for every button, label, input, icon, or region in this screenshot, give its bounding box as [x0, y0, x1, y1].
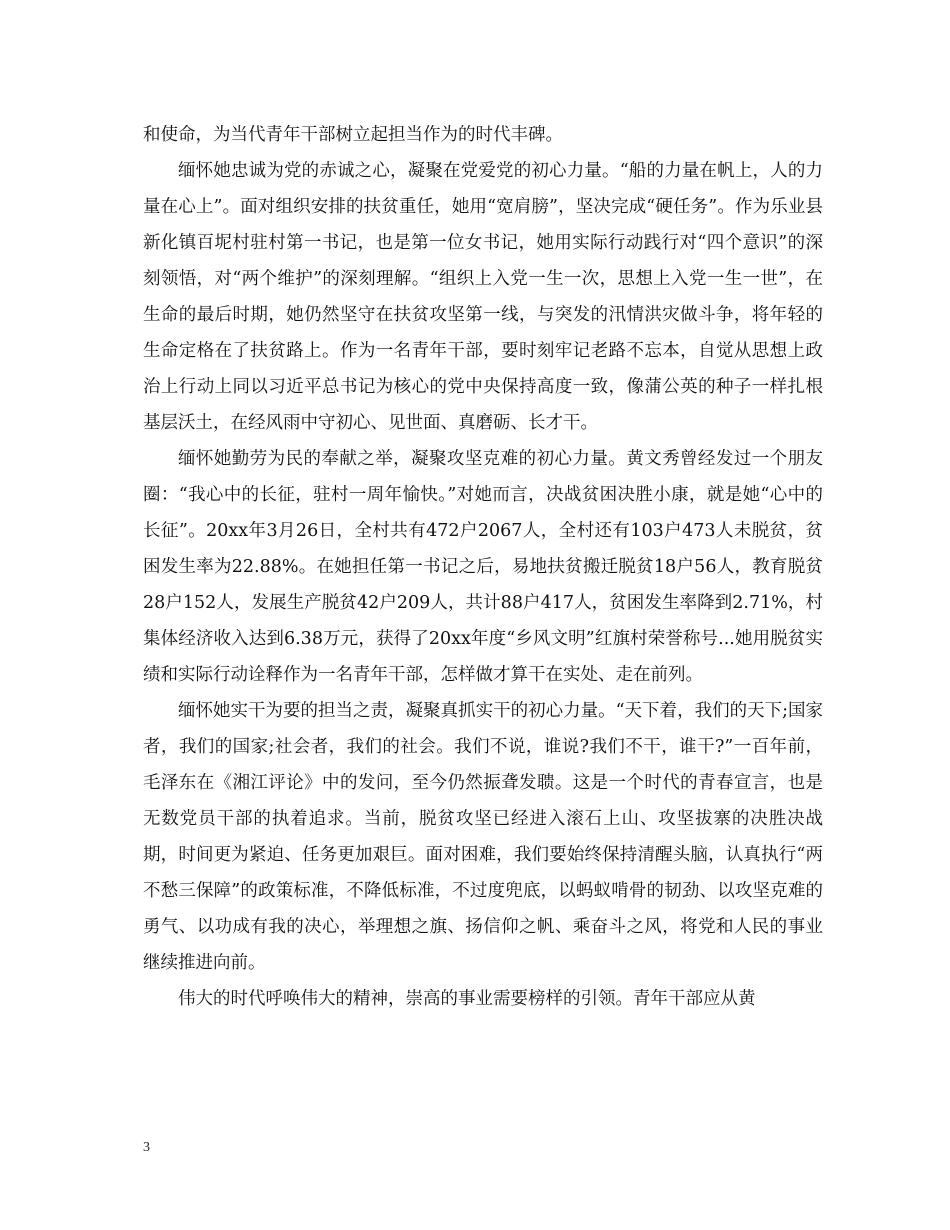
paragraph-1: 和使命，为当代青年干部树立起担当作为的时代丰碑。 — [143, 125, 563, 145]
paragraph-3: 缅怀她勤劳为民的奉献之举，凝聚攻坚克难的初心力量。黄文秀曾经发过一个朋友圈：“我心中的长征，驻村一周年愉快。”对她而言，决战贫困决胜小康，就是她“心中的长征”。20xx年3月26日，全村共有472户2067人，全村还有103户473人未脱贫，贫困发生率为22.88%。在她担任第一书记之后，易地扶贫搬迁脱贫18户56人，教育脱贫28户152人，发展生产脱贫42户209人，共计88户417人，贫困发生率降到2.71%，村集体经济收入达到6.38万元，获得了20xx年度“乡风文明”红旗村荣誉称号...她用脱贫实绩和实际行动诠释作为一名青年干部，怎样做才算干在实处、走在前列。 — [143, 449, 823, 685]
paragraph-4: 缅怀她实干为要的担当之责，凝聚真抓实干的初心力量。“天下着，我们的天下;国家者，我们的国家;社会者，我们的社会。我们不说，谁说?我们不干，谁干?”一百年前，毛泽东在《湘江评论》中的发问，至今仍然振聋发聩。这是一个时代的青春宣言，也是无数党员干部的执着追求。当前，脱贫攻坚已经进入滚石上山、攻坚拔寨的决胜决战期，时间更为紧迫、任务更加艰巨。面对困难，我们要始终保持清醒头脑，认真执行“两不愁三保障”的政策标准，不降低标准，不过度兜底，以蚂蚁啃骨的韧劲、以攻坚克难的勇气、以功成有我的决心，举理想之旗、扬信仰之帆、乘奋斗之风，将党和人民的事业继续推进向前。 — [143, 701, 823, 973]
page-number: 3 — [143, 1140, 150, 1155]
document-body — [143, 117, 823, 1017]
paragraph-5: 伟大的时代呼唤伟大的精神，崇高的事业需要榜样的引领。青年干部应从黄 — [178, 989, 756, 1009]
paragraph-2: 缅怀她忠诚为党的赤诚之心，凝聚在党爱党的初心力量。“船的力量在帆上，人的力量在心上”。面对组织安排的扶贫重任，她用“宽肩膀”，坚决完成“硬任务”。作为乐业县新化镇百坭村驻村第一书记，也是第一位女书记，她用实际行动践行对“四个意识”的深刻领悟，对“两个维护”的深刻理解。“组织上入党一生一次，思想上入党一生一世”，在生命的最后时期，她仍然坚守在扶贫攻坚第一线，与突发的汛情洪灾做斗争，将年轻的生命定格在了扶贫路上。作为一名青年干部，要时刻牢记老路不忘本，自觉从思想上政治上行动上同以习近平总书记为核心的党中央保持高度一致，像蒲公英的种子一样扎根基层沃土，在经风雨中守初心、见世面、真磨砺、长才干。 — [143, 161, 823, 433]
